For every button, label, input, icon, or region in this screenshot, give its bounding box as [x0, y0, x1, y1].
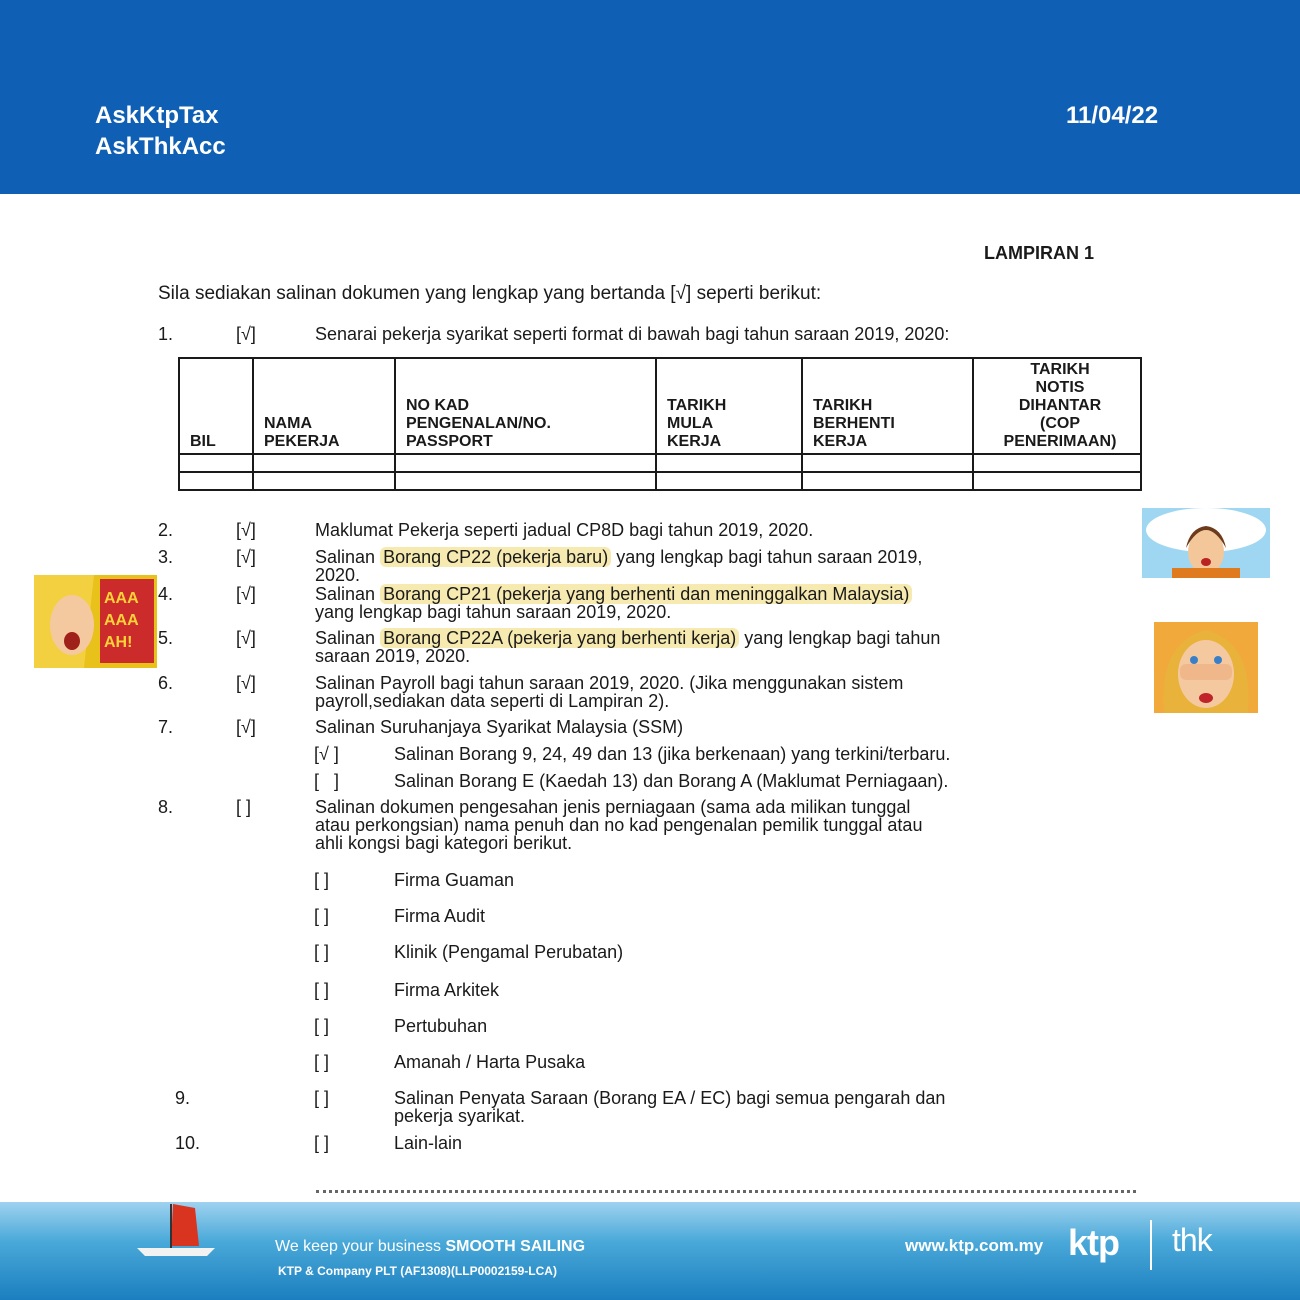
- item-8-text-line3: ahli kongsi bagi kategori berikut.: [315, 833, 573, 853]
- cat-3-checkbox: [ ]: [314, 942, 330, 962]
- cat-2-checkbox: [ ]: [314, 906, 330, 926]
- item-2-text: Maklumat Pekerja seperti jadual CP8D bagi tahun 2019, 2020.: [315, 520, 814, 540]
- item-7-text: Salinan Suruhanjaya Syarikat Malaysia (SSM): [315, 717, 684, 737]
- header-banner: [0, 0, 1300, 194]
- document-body: [0, 194, 1300, 1202]
- logo-divider: [1150, 1220, 1152, 1270]
- table-header-row: [179, 358, 1141, 454]
- ktp-logo: ktp: [1068, 1222, 1119, 1263]
- col-berhenti: TARIKH BERHENTI KERJA: [802, 358, 973, 454]
- col-mula: TARIKH MULA KERJA: [656, 358, 802, 454]
- table-row: [179, 472, 1141, 490]
- lampiran-title: LAMPIRAN 1: [984, 243, 1095, 263]
- item-6-text-line2: payroll,sediakan data seperti di Lampiran 2).: [315, 691, 670, 711]
- item-7-number: 7.: [158, 717, 174, 737]
- item-5-checkbox: [√]: [236, 628, 256, 648]
- item-9-text: Salinan Penyata Saraan (Borang EA / EC) bagi semua pengarah dan: [394, 1088, 946, 1108]
- col-bil: BIL: [179, 358, 253, 454]
- crying-woman-image: [1154, 622, 1258, 713]
- item-7a-text: Salinan Borang 9, 24, 49 dan 13 (jika berkenaan) yang terkini/terbaru.: [394, 744, 951, 764]
- item-1-number: 1.: [158, 324, 174, 344]
- cat-4-checkbox: [ ]: [314, 980, 330, 1000]
- cat-2-text: Firma Audit: [394, 906, 486, 926]
- header-date: 11/04/22: [1066, 102, 1159, 129]
- employee-table: [178, 357, 1142, 491]
- svg-text:AH!: AH!: [104, 634, 133, 651]
- footer-banner: [0, 1202, 1300, 1300]
- item-3-text: Salinan Borang CP22 (pekerja baru) yang lengkap bagi tahun saraan 2019,: [315, 547, 923, 567]
- item-4-number: 4.: [158, 584, 174, 604]
- item-6-number: 6.: [158, 673, 174, 693]
- cat-5-text: Pertubuhan: [394, 1016, 488, 1036]
- item-9-checkbox: [ ]: [314, 1088, 330, 1108]
- col-no-kad: NO KAD PENGENALAN/NO. PASSPORT: [395, 358, 656, 454]
- item-5-text-line2: saraan 2019, 2020.: [315, 646, 471, 666]
- highlight-cp21: Borang CP21 (pekerja yang berhenti dan meninggalkan Malaysia): [380, 584, 912, 604]
- svg-text:AAA: AAA: [104, 590, 139, 607]
- item-10-text: Lain-lain: [394, 1133, 463, 1153]
- item-9-text-line2: pekerja syarikat.: [394, 1106, 526, 1126]
- screaming-woman-image: [34, 575, 157, 668]
- highlight-cp22a: Borang CP22A (pekerja yang berhenti kerja): [380, 628, 739, 648]
- item-3-checkbox: [√]: [236, 547, 256, 567]
- item-9-number: 9.: [175, 1088, 191, 1108]
- footer-company: KTP & Company PLT (AF1308)(LLP0002159-LCA): [278, 1264, 557, 1278]
- item-1-text: Senarai pekerja syarikat seperti format di bawah bagi tahun saraan 2019, 2020:: [315, 324, 950, 344]
- item-8-number: 8.: [158, 797, 174, 817]
- thk-logo: thk: [1172, 1222, 1212, 1258]
- item-8-checkbox: [ ]: [236, 797, 252, 817]
- item-2-number: 2.: [158, 520, 174, 540]
- header-title-acc: AskThkAcc: [95, 133, 226, 160]
- item-2-checkbox: [√]: [236, 520, 256, 540]
- shocked-woman-image: [1142, 508, 1270, 578]
- cat-6-text: Amanah / Harta Pusaka: [394, 1052, 586, 1072]
- cat-6-checkbox: [ ]: [314, 1052, 330, 1072]
- cat-1-checkbox: [ ]: [314, 870, 330, 890]
- item-8-text-line2: atau perkongsian) nama penuh dan no kad pengenalan pemilik tunggal atau: [315, 815, 923, 835]
- cat-5-checkbox: [ ]: [314, 1016, 330, 1036]
- item-7-checkbox: [√]: [236, 717, 256, 737]
- item-7b-text: Salinan Borang E (Kaedah 13) dan Borang A (Maklumat Perniagaan).: [394, 771, 949, 791]
- footer-tagline: We keep your business SMOOTH SAILING: [275, 1238, 586, 1255]
- item-8-text: Salinan dokumen pengesahan jenis perniagaan (sama ada milikan tunggal: [315, 797, 911, 817]
- col-notis: TARIKH NOTIS DIHANTAR (COP PENERIMAAN): [973, 358, 1141, 454]
- item-10-number: 10.: [175, 1133, 201, 1153]
- item-5-number: 5.: [158, 628, 174, 648]
- item-7a-checkbox: [√ ]: [314, 744, 339, 764]
- item-4-text: Salinan Borang CP21 (pekerja yang berhenti dan meninggalkan Malaysia): [315, 585, 912, 604]
- intro-text: Sila sediakan salinan dokumen yang lengkap yang bertanda [√] seperti berikut:: [158, 283, 822, 304]
- cat-1-text: Firma Guaman: [394, 870, 515, 890]
- item-6-text: Salinan Payroll bagi tahun saraan 2019, 2020. (Jika menggunakan sistem: [315, 673, 904, 693]
- item-10-checkbox: [ ]: [314, 1133, 330, 1153]
- col-nama: NAMA PEKERJA: [253, 358, 395, 454]
- item-7b-checkbox: [ ]: [314, 771, 340, 791]
- highlight-cp22: Borang CP22 (pekerja baru): [380, 547, 611, 567]
- item-3-text-line2: 2020.: [315, 565, 361, 585]
- item-3-number: 3.: [158, 547, 174, 567]
- cat-4-text: Firma Arkitek: [394, 980, 500, 1000]
- item-6-checkbox: [√]: [236, 673, 256, 693]
- table-row: [179, 454, 1141, 472]
- item-5-text: Salinan Borang CP22A (pekerja yang berhenti kerja) yang lengkap bagi tahun: [315, 628, 941, 648]
- dotted-line: [316, 1190, 1136, 1193]
- item-4-text-line2: yang lengkap bagi tahun saraan 2019, 2020.: [315, 602, 672, 622]
- sailboat-icon: [135, 1202, 225, 1262]
- header-title-tax: AskKtpTax: [95, 102, 219, 129]
- footer-website-link[interactable]: www.ktp.com.my: [905, 1236, 1044, 1255]
- item-4-checkbox: [√]: [236, 584, 256, 604]
- cat-3-text: Klinik (Pengamal Perubatan): [394, 942, 624, 962]
- svg-text:AAA: AAA: [104, 612, 139, 629]
- item-1-checkbox: [√]: [236, 324, 256, 344]
